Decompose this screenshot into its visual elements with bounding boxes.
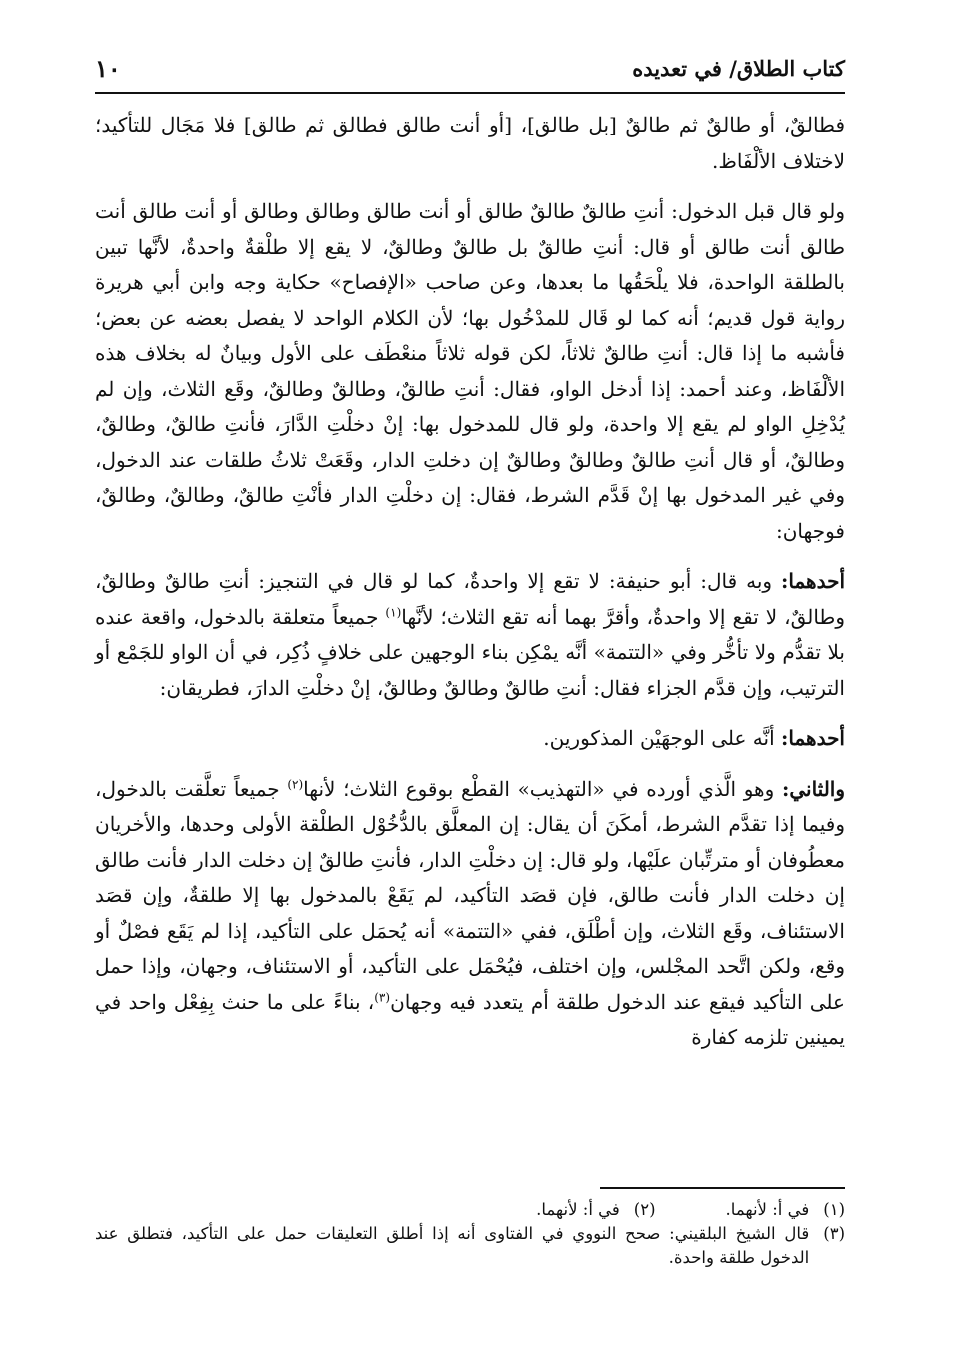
paragraph-4 [95, 721, 845, 757]
paragraph-3-lead: أحدهما: [781, 569, 846, 593]
footnote-1 [726, 1198, 845, 1222]
paragraph-5-text-b: جميعاً تعلَّقت بالدخول، وفيما إذا تقدَّم الشرط، أمكَنَ أن يقال: إن المعلَّق بالدُّخُوْل الطلْقة الأولى وحدها، والأخريان معطُوفان أو مترتِّبان علَيْها، ولو قال: إن دخلْتِ الدار، فأنتِ طالقٌ إن دخلت الدار فأنت طالق إن دخلت الدار فأنت طالق، فإن قصَد التأكيد، لم يَقَعْ بالمدخول بها إلا طلقةٌ، وإن قصَد الاستئناف، وقَع الثلاث، وإن أطْلَق، ففي «التتمة» أنه يُحمَل على التأكيد، إذا لم يَقَع فصْلٌ أو وقع، ولكن اتَّحد المجْلس، وإن اختلف، فيُحْمَل على التأكيد، أو الاستئناف، وجهان، وإذا حمل على التأكيد فيقع عند الدخول طلقة أم يتعدد فيه وجهان [95, 776, 845, 1014]
footnote-1-text: في أ: لأنهما. [725, 1200, 810, 1219]
paragraph-3-text-b: جميعاً متعلقة بالدخول، واقعة عنده بلا تقدُّم ولا تأخُّر وفي «التتمة» أنَّه يمْكِن بناء الوجهين على خلافٍ ذُكِر، في أن الواو للجَمْع أو الترتيب، وإن قدَّم الجزاء فقال: أنتِ طالقٌ وطالقٌ وطالقٌ، إنْ دخلْتِ الدارَ، فطريقان: [95, 604, 845, 700]
running-title: كتاب الطلاق/ في تعديده [632, 56, 845, 81]
paragraph-4-text: أنَّه على الوجهَيْن المذكورين. [543, 726, 775, 750]
footnote-1-number: (١) [823, 1200, 845, 1219]
footnote-2-number: (٢) [633, 1200, 656, 1219]
footnote-row-1-2 [95, 1198, 845, 1222]
paragraph-1: فطالقٌ، أو طالقٌ ثم طالقٌ [بل طالق]، [أو أنت طالق فطالق ثم طالق] فلا مَجَال للتأكيد؛ لاختلاف الألْفَاظ. [95, 113, 845, 173]
page-header [95, 52, 845, 94]
main-text [95, 108, 845, 1071]
paragraph-5-lead: والثاني: [781, 776, 846, 801]
footnote-ref-2[interactable]: (٢) [287, 776, 304, 791]
paragraph-5-text-a: وهو الَّذي أورده في «التهذيب» القطْع بوقوع الثلاث؛ لأنها [303, 776, 775, 801]
paragraph-5 [95, 772, 845, 1056]
footnote-ref-1[interactable]: (١) [385, 604, 402, 619]
page-number: ١٠ [95, 54, 121, 83]
footnote-2 [536, 1198, 655, 1222]
paragraph-3 [95, 564, 845, 706]
paragraph-4-lead: أحدهما: [780, 726, 845, 750]
paragraph-3-text-a: وبه قال: أبو حنيفة: لا تقع إلا واحدةٌ، كما لو قال في التنجيز: أنتِ طالقٌ وطالقٌ، وطالقٌ، لا تقع إلا واحدةٌ، وأقرَّ بهما أنه تقع الثلاث؛ لأنَّها [95, 569, 846, 629]
footnotes [95, 1198, 845, 1270]
footnote-3 [95, 1222, 845, 1270]
footnote-divider [600, 1187, 845, 1189]
footnote-2-text: في أ: لأنهما. [536, 1200, 620, 1219]
paragraph-2: ولو قال قبل الدخول: أنتِ طالقٌ طالقٌ طالق أو أنت طالق وطالق وطالق أو أنت طالق أنت طالق أنت طالق أو قال: أنتِ طالقٌ بل طالقٌ وطالقٌ، لا يقع إلا طلْقةٌ واحدةٌ، لأنَّها تبين بالطلقة الواحدة، فلا يلْحَقُها ما بعدها، وعن صاحب «الإفصاح» حكاية وجه وابن أبي هريرة رواية قول قديم؛ أنه كما لو قَال للمدْخُول بها؛ لأن الكلام الواحد لا يفصل بعضه عن بعض؛ فأشبه ما إذا قال: أنتِ طالقٌ ثلاثاً، لكن قوله ثلاثاً منعْطَف على الأول وبيانٌ له بخلاف هذه الألْفَاظ، وعند أحمد: إذا أدخل الواو، فقال: أنتِ طالقٌ، وطالقٌ وطالقٌ، وقَع الثلاث، وإن لم يُدْخِلِ الواو لم يقع إلا واحدة، ولو قال للمدخول بها: إنْ دخلْتِ الدَّارَ، فأنتِ طالقٌ، وطالقٌ، وطالقٌ، أو قال أنتِ طالقٌ وطالقٌ وطالقٌ إن دخلتِ الدار، وقَعَتْ ثلاثُ طلقات عند الدخول، وفي غير المدخول بها إنْ قَدَّم الشرط، فقال: إن دخلْتِ الدار فأنْتِ طالقٌ، وطالقٌ، وطالقٌ، فوجهان: [95, 199, 845, 543]
footnote-3-number: (٣) [823, 1224, 845, 1243]
footnote-3-text: قال الشيخ البلقيني: صحح النووي في الفتاوى أنه إذا أطلق التعليقات حمل على التأكيد، فتطلق عند الدخول طلقة واحدة. [95, 1224, 810, 1267]
footnote-ref-3[interactable]: (٣) [374, 989, 391, 1004]
paragraph-5-text-c: ، بناءً على ما حنث بِفِعْل واحد في يمينين تلزمه كفارة [95, 989, 845, 1049]
